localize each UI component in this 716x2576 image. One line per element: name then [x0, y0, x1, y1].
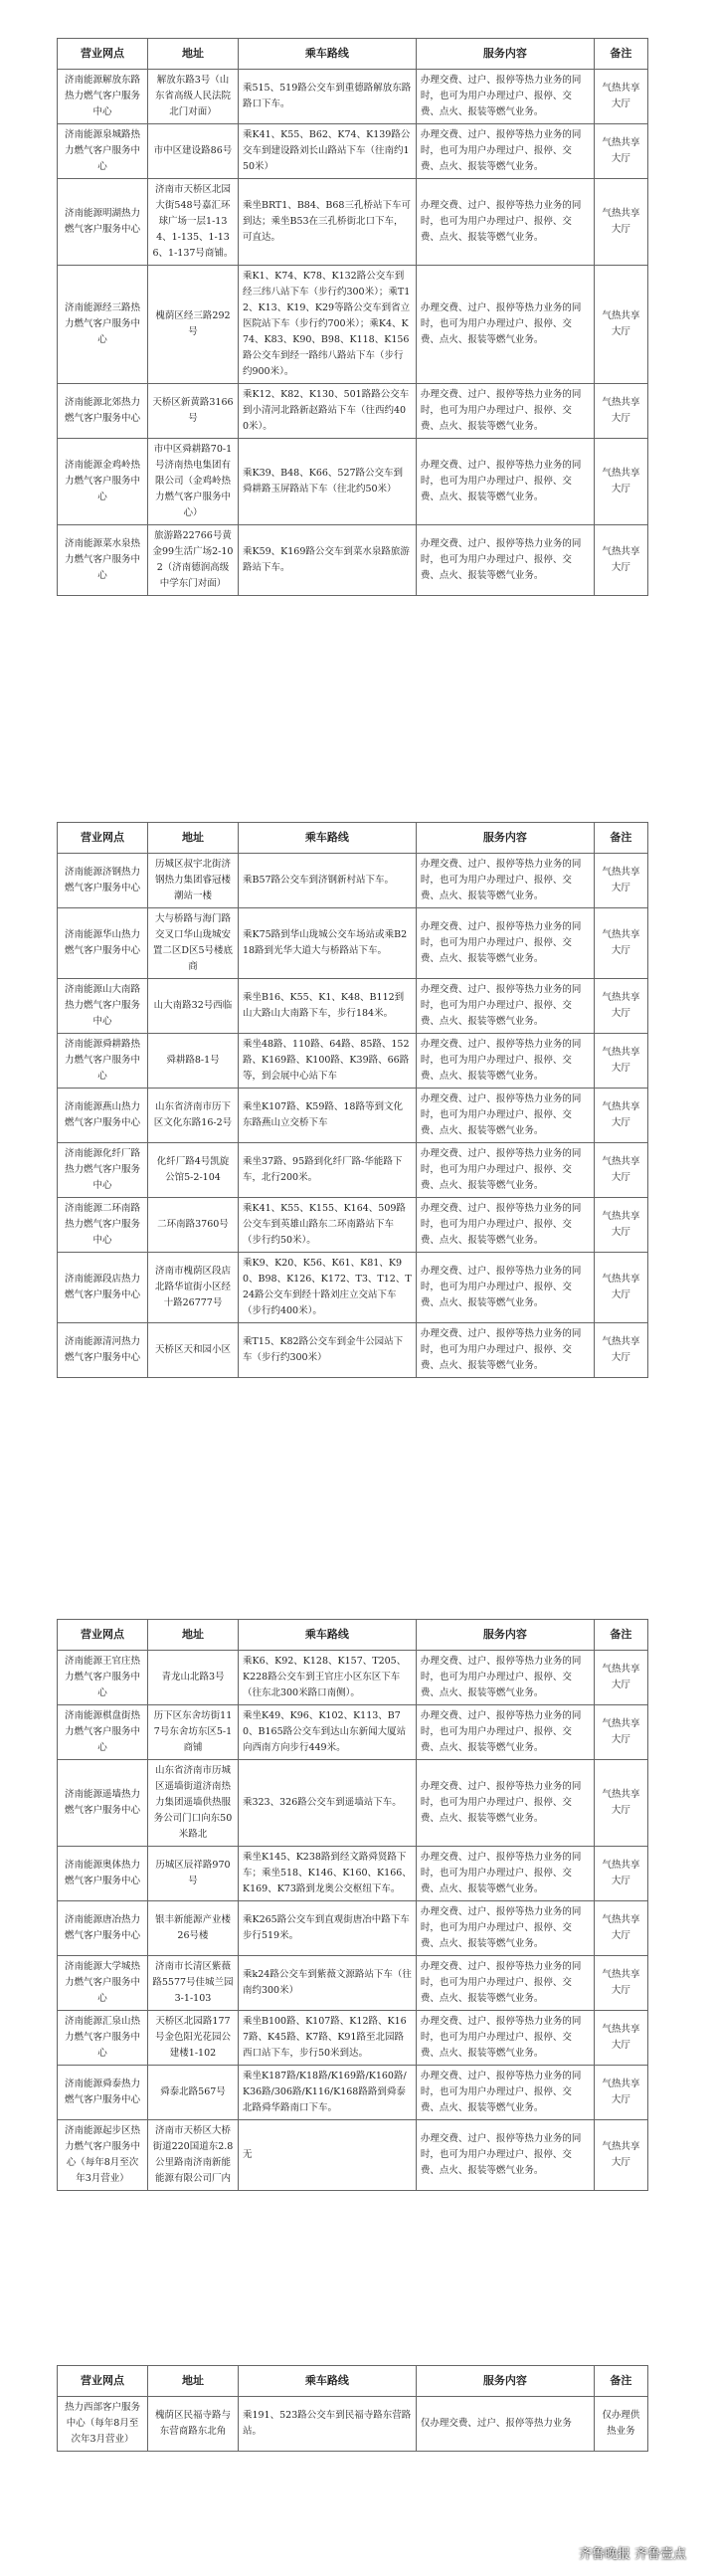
route-cell: 乘K59、K169路公交车到菜水泉路旅游路站下车。 — [238, 525, 416, 596]
table-row — [58, 2120, 648, 2191]
address-cell: 银丰新能源产业楼26号楼 — [147, 1901, 238, 1956]
column-header: 地址 — [147, 823, 238, 854]
route-cell: 乘K39、B48、K66、527路公交车到舜耕路玉屏路站下车（往北约50米） — [238, 439, 416, 525]
address-cell: 天桥区天和园小区 — [147, 1323, 238, 1378]
service-cell: 办理交费、过户、报停等热力业务的同时，也可为用户办理过户、报停、交费、点火、报装等燃气业务。 — [416, 1143, 594, 1198]
address-cell: 青龙山北路3号 — [147, 1651, 238, 1705]
address-cell: 解放东路3号（山东省高级人民法院北门对面） — [147, 70, 238, 124]
remark-cell: 气热共享大厅 — [594, 2011, 647, 2066]
table-row — [58, 1847, 648, 1901]
table-row — [58, 384, 648, 439]
address-cell: 化纤厂路4号凯旋公馆5-2-104 — [147, 1143, 238, 1198]
address-cell: 济南市天桥区大桥街道220国道东2.8公里路南济南新能能源有限公司厂内 — [147, 2120, 238, 2191]
remark-cell: 气热共享大厅 — [594, 266, 647, 384]
service-cell: 办理交费、过户、报停等热力业务的同时，也可为用户办理过户、报停、交费、点火、报装等燃气业务。 — [416, 1034, 594, 1089]
remark-cell: 气热共享大厅 — [594, 1034, 647, 1089]
route-cell: 乘坐B16、K55、K1、K48、B112到山大路山大南路下车，步行184米。 — [238, 979, 416, 1034]
remark-cell: 气热共享大厅 — [594, 1323, 647, 1378]
table-row — [58, 1034, 648, 1089]
remark-cell: 气热共享大厅 — [594, 1705, 647, 1760]
column-header: 服务内容 — [416, 2366, 594, 2397]
address-cell: 山大南路32号西临 — [147, 979, 238, 1034]
service-cell: 办理交费、过户、报停等热力业务的同时，也可为用户办理过户、报停、交费、点火、报装等燃气业务。 — [416, 1089, 594, 1143]
table-row — [58, 1705, 648, 1760]
service-cell: 办理交费、过户、报停等热力业务的同时，也可为用户办理过户、报停、交费、点火、报装等燃气业务。 — [416, 124, 594, 179]
table-row — [58, 1253, 648, 1323]
service-cell: 办理交费、过户、报停等热力业务的同时，也可为用户办理过户、报停、交费、点火、报装等燃气业务。 — [416, 1901, 594, 1956]
column-header: 乘车路线 — [238, 823, 416, 854]
service-cell: 办理交费、过户、报停等热力业务的同时，也可为用户办理过户、报停、交费、点火、报装等燃气业务。 — [416, 854, 594, 908]
table-row — [58, 1323, 648, 1378]
table-row — [58, 1760, 648, 1847]
route-cell: 乘T15、K82路公交车到金牛公园站下车（步行约300米） — [238, 1323, 416, 1378]
service-cell: 办理交费、过户、报停等热力业务的同时，也可为用户办理过户、报停、交费、点火、报装等燃气业务。 — [416, 1760, 594, 1847]
address-cell: 天桥区北园路177号金色阳光花园公建楼1-102 — [147, 2011, 238, 2066]
route-cell: 乘坐B100路、K107路、K12路、K167路、K45路、K7路、K91路至北园路西口站下车，步行50米到达。 — [238, 2011, 416, 2066]
service-cell: 办理交费、过户、报停等热力业务的同时，也可为用户办理过户、报停、交费、点火、报装等燃气业务。 — [416, 1847, 594, 1901]
column-header: 服务内容 — [416, 823, 594, 854]
address-cell: 舜泰北路567号 — [147, 2066, 238, 2120]
address-cell: 天桥区新黄路3166号 — [147, 384, 238, 439]
outlet-name-cell: 济南能源大学城热力燃气客户服务中心 — [58, 1956, 148, 2011]
remark-cell: 气热共享大厅 — [594, 1760, 647, 1847]
address-cell: 历城区叔宇北街济钢热力集团睿冠楼潮站一楼 — [147, 854, 238, 908]
table-row — [58, 1198, 648, 1253]
route-cell: 乘K41、K55、B62、K74、K139路公交车到建设路刘长山路站下车（往南约150米） — [238, 124, 416, 179]
address-cell: 山东省济南市历城区遥墙街道济南热力集团遥墙供热服务公司门口向东50米路北 — [147, 1760, 238, 1847]
outlet-name-cell: 济南能源金鸡岭热力燃气客户服务中心 — [58, 439, 148, 525]
service-cell: 办理交费、过户、报停等热力业务的同时，也可为用户办理过户、报停、交费、点火、报装等燃气业务。 — [416, 2120, 594, 2191]
outlet-name-cell: 济南能源燕山热力燃气客户服务中心 — [58, 1089, 148, 1143]
service-cell: 办理交费、过户、报停等热力业务的同时，也可为用户办理过户、报停、交费、点火、报装等燃气业务。 — [416, 439, 594, 525]
outlet-name-cell: 济南能源王官庄热力燃气客户服务中心 — [58, 1651, 148, 1705]
column-header: 地址 — [147, 1620, 238, 1651]
column-header: 备注 — [594, 39, 647, 70]
outlet-name-cell: 济南能源奥体热力燃气客户服务中心 — [58, 1847, 148, 1901]
route-cell: 乘坐K49、K96、K102、K113、B70、B165路公交车到达山东新闻大厦站向西南方向步行449米。 — [238, 1705, 416, 1760]
route-cell: 乘K6、K92、K128、K157、T205、K228路公交车到王官庄小区东区下车（往东北300米路口南侧）。 — [238, 1651, 416, 1705]
column-header: 地址 — [147, 39, 238, 70]
service-cell: 办理交费、过户、报停等热力业务的同时，也可为用户办理过户、报停、交费、点火、报装等燃气业务。 — [416, 525, 594, 596]
address-cell: 历下区东舍坊街117号东舍坊东区5-1商铺 — [147, 1705, 238, 1760]
outlet-name-cell: 济南能源华山热力燃气客户服务中心 — [58, 908, 148, 979]
remark-cell: 气热共享大厅 — [594, 1198, 647, 1253]
column-header: 乘车路线 — [238, 39, 416, 70]
route-cell: 乘K1、K74、K78、K132路公交车到经三纬八站下车（步行约300米）；乘T12、K13、K19、K29等路公交车到省立医院站下车（步行约700米）；乘K4、K74、K83、K90、B98、K118、K156路公交车到经一路纬八路站下车（步行约900米）。 — [238, 266, 416, 384]
column-header: 备注 — [594, 1620, 647, 1651]
service-table-2 — [57, 822, 648, 1378]
route-cell: 乘坐48路、110路、64路、85路、152路、K169路、K100路、K39路、66路等，到会展中心站下车 — [238, 1034, 416, 1089]
remark-cell: 气热共享大厅 — [594, 1651, 647, 1705]
address-cell: 济南市槐荫区段店北路华谊街小区经十路26777号 — [147, 1253, 238, 1323]
remark-cell: 气热共享大厅 — [594, 1143, 647, 1198]
table-row — [58, 1956, 648, 2011]
service-table-1 — [57, 38, 648, 596]
column-header: 营业网点 — [58, 39, 148, 70]
service-cell: 仅办理交费、过户、报停等热力业务 — [416, 2397, 594, 2452]
address-cell: 历城区辰祥路970号 — [147, 1847, 238, 1901]
column-header: 备注 — [594, 2366, 647, 2397]
address-cell: 济南市长清区紫薇路5577号佳城兰园3-1-103 — [147, 1956, 238, 2011]
route-cell: 乘坐37路、95路到化纤厂路-华能路下车，北行200米。 — [238, 1143, 416, 1198]
remark-cell: 仅办理供热业务 — [594, 2397, 647, 2452]
outlet-name-cell: 济南能源菜水泉热力燃气客户服务中心 — [58, 525, 148, 596]
service-table-3 — [57, 1619, 648, 2191]
service-cell: 办理交费、过户、报停等热力业务的同时，也可为用户办理过户、报停、交费、点火、报装等燃气业务。 — [416, 979, 594, 1034]
route-cell: 乘K265路公交车到直观街唐冶中路下车步行519米。 — [238, 1901, 416, 1956]
address-cell: 旅游路22766号黄金99生活广场2-102（济南德润高级中学东门对面） — [147, 525, 238, 596]
route-cell: 乘坐K145、K238路到经文路舜贤路下车；乘坐518、K146、K160、K166、K169、K73路到龙奥公交枢纽下车。 — [238, 1847, 416, 1901]
column-header: 地址 — [147, 2366, 238, 2397]
route-cell: 乘191、523路公交车到民福寺路东营路站。 — [238, 2397, 416, 2452]
table-row — [58, 1089, 648, 1143]
remark-cell: 气热共享大厅 — [594, 525, 647, 596]
table-row — [58, 854, 648, 908]
column-header: 乘车路线 — [238, 1620, 416, 1651]
outlet-name-cell: 济南能源遥墙热力燃气客户服务中心 — [58, 1760, 148, 1847]
table-header-row — [58, 823, 648, 854]
service-cell: 办理交费、过户、报停等热力业务的同时，也可为用户办理过户、报停、交费、点火、报装等燃气业务。 — [416, 1956, 594, 2011]
address-cell: 市中区舜耕路70-1号济南热电集团有限公司（金鸡岭热力燃气客户服务中心） — [147, 439, 238, 525]
remark-cell: 气热共享大厅 — [594, 1847, 647, 1901]
route-cell: 乘坐K187路/K18路/K169路/K160路/K36路/306路/K116/K168路路到舜泰北路舜华路南口下车。 — [238, 2066, 416, 2120]
address-cell: 山东省济南市历下区文化东路16-2号 — [147, 1089, 238, 1143]
remark-cell: 气热共享大厅 — [594, 1253, 647, 1323]
route-cell: 乘323、326路公交车到遥墙站下车。 — [238, 1760, 416, 1847]
table-row — [58, 439, 648, 525]
service-cell: 办理交费、过户、报停等热力业务的同时，也可为用户办理过户、报停、交费、点火、报装等燃气业务。 — [416, 179, 594, 266]
table-row — [58, 1143, 648, 1198]
table-row — [58, 179, 648, 266]
outlet-name-cell: 济南能源起步区热力燃气客户服务中心（每年8月至次年3月营业） — [58, 2120, 148, 2191]
route-cell: 乘K75路到华山珑城公交车场站或乘B218路到光华大道大与桥路站下车。 — [238, 908, 416, 979]
address-cell: 大与桥路与海门路交叉口华山珑城安置二区D区5号楼底商 — [147, 908, 238, 979]
table-header-row — [58, 1620, 648, 1651]
service-cell: 办理交费、过户、报停等热力业务的同时，也可为用户办理过户、报停、交费、点火、报装等燃气业务。 — [416, 908, 594, 979]
table-row — [58, 1901, 648, 1956]
service-cell: 办理交费、过户、报停等热力业务的同时，也可为用户办理过户、报停、交费、点火、报装等燃气业务。 — [416, 384, 594, 439]
watermark-text: 齐鲁晚报 齐鲁壹点 — [578, 2547, 686, 2562]
service-cell: 办理交费、过户、报停等热力业务的同时，也可为用户办理过户、报停、交费、点火、报装等燃气业务。 — [416, 1705, 594, 1760]
table-row — [58, 979, 648, 1034]
outlet-name-cell: 济南能源段店热力燃气客户服务中心 — [58, 1253, 148, 1323]
address-cell: 市中区建设路86号 — [147, 124, 238, 179]
remark-cell: 气热共享大厅 — [594, 2066, 647, 2120]
outlet-name-cell: 济南能源济钢热力燃气客户服务中心 — [58, 854, 148, 908]
service-cell: 办理交费、过户、报停等热力业务的同时，也可为用户办理过户、报停、交费、点火、报装等燃气业务。 — [416, 1323, 594, 1378]
remark-cell: 气热共享大厅 — [594, 124, 647, 179]
route-cell: 乘515、519路公交车到重德路解放东路路口下车。 — [238, 70, 416, 124]
column-header: 营业网点 — [58, 2366, 148, 2397]
service-cell: 办理交费、过户、报停等热力业务的同时，也可为用户办理过户、报停、交费、点火、报装等燃气业务。 — [416, 70, 594, 124]
column-header: 营业网点 — [58, 823, 148, 854]
route-cell: 乘K41、K55、K155、K164、509路公交车到英雄山路东二环南路站下车（步行约50米）。 — [238, 1198, 416, 1253]
table-row — [58, 2011, 648, 2066]
table-header-row — [58, 2366, 648, 2397]
table-row — [58, 266, 648, 384]
column-header: 服务内容 — [416, 1620, 594, 1651]
outlet-name-cell: 济南能源经三路热力燃气客户服务中心 — [58, 266, 148, 384]
address-cell: 二环南路3760号 — [147, 1198, 238, 1253]
remark-cell: 气热共享大厅 — [594, 384, 647, 439]
outlet-name-cell: 济南能源明湖热力燃气客户服务中心 — [58, 179, 148, 266]
outlet-name-cell: 济南能源山大南路热力燃气客户服务中心 — [58, 979, 148, 1034]
outlet-name-cell: 济南能源汇泉山热力燃气客户服务中心 — [58, 2011, 148, 2066]
service-cell: 办理交费、过户、报停等热力业务的同时，也可为用户办理过户、报停、交费、点火、报装等燃气业务。 — [416, 266, 594, 384]
service-cell: 办理交费、过户、报停等热力业务的同时，也可为用户办理过户、报停、交费、点火、报装等燃气业务。 — [416, 2011, 594, 2066]
outlet-name-cell: 济南能源解放东路热力燃气客户服务中心 — [58, 70, 148, 124]
remark-cell: 气热共享大厅 — [594, 2120, 647, 2191]
route-cell: 乘坐K107路、K59路、18路等到文化东路燕山立交桥下车 — [238, 1089, 416, 1143]
route-cell: 乘B57路公交车到济钢新村站下车。 — [238, 854, 416, 908]
outlet-name-cell: 热力西部客户服务中心（每年8月至次年3月营业） — [58, 2397, 148, 2452]
remark-cell: 气热共享大厅 — [594, 908, 647, 979]
remark-cell: 气热共享大厅 — [594, 854, 647, 908]
table-row — [58, 1651, 648, 1705]
table-row — [58, 908, 648, 979]
route-cell: 无 — [238, 2120, 416, 2191]
table-row — [58, 525, 648, 596]
address-cell: 槐荫区经三路292号 — [147, 266, 238, 384]
remark-cell: 气热共享大厅 — [594, 1956, 647, 2011]
outlet-name-cell: 济南能源唐冶热力燃气客户服务中心 — [58, 1901, 148, 1956]
remark-cell: 气热共享大厅 — [594, 70, 647, 124]
route-cell: 乘k24路公交车到紫薇文源路站下车（往南约300米） — [238, 1956, 416, 2011]
table-row — [58, 70, 648, 124]
service-table-4 — [57, 2365, 648, 2452]
remark-cell: 气热共享大厅 — [594, 1901, 647, 1956]
table-header-row — [58, 39, 648, 70]
route-cell: 乘坐BRT1、B84、B68三孔桥站下车可到达；乘坐B53在三孔桥街北口下车，可直达。 — [238, 179, 416, 266]
address-cell: 舜耕路8-1号 — [147, 1034, 238, 1089]
service-cell: 办理交费、过户、报停等热力业务的同时，也可为用户办理过户、报停、交费、点火、报装等燃气业务。 — [416, 2066, 594, 2120]
outlet-name-cell: 济南能源舜耕路热力燃气客户服务中心 — [58, 1034, 148, 1089]
table-row — [58, 2397, 648, 2452]
column-header: 乘车路线 — [238, 2366, 416, 2397]
outlet-name-cell: 济南能源清河热力燃气客户服务中心 — [58, 1323, 148, 1378]
address-cell: 槐荫区民福寺路与东营商路东北角 — [147, 2397, 238, 2452]
remark-cell: 气热共享大厅 — [594, 179, 647, 266]
service-cell: 办理交费、过户、报停等热力业务的同时，也可为用户办理过户、报停、交费、点火、报装等燃气业务。 — [416, 1253, 594, 1323]
outlet-name-cell: 济南能源北郊热力燃气客户服务中心 — [58, 384, 148, 439]
address-cell: 济南市天桥区北园大街548号嘉汇环球广场一层1-134、1-135、1-136、1-137号商铺。 — [147, 179, 238, 266]
column-header: 服务内容 — [416, 39, 594, 70]
remark-cell: 气热共享大厅 — [594, 439, 647, 525]
route-cell: 乘K9、K20、K56、K61、K81、K90、B98、K126、K172、T3、T12、T24路公交车到经十路刘庄立交站下车（步行约400米）。 — [238, 1253, 416, 1323]
table-row — [58, 2066, 648, 2120]
column-header: 备注 — [594, 823, 647, 854]
outlet-name-cell: 济南能源舜泰热力燃气客户服务中心 — [58, 2066, 148, 2120]
service-cell: 办理交费、过户、报停等热力业务的同时，也可为用户办理过户、报停、交费、点火、报装等燃气业务。 — [416, 1198, 594, 1253]
route-cell: 乘K12、K82、K130、501路路公交车到小清河北路新赵路站下车（往西约400米）。 — [238, 384, 416, 439]
remark-cell: 气热共享大厅 — [594, 979, 647, 1034]
outlet-name-cell: 济南能源二环南路热力燃气客户服务中心 — [58, 1198, 148, 1253]
service-cell: 办理交费、过户、报停等热力业务的同时，也可为用户办理过户、报停、交费、点火、报装等燃气业务。 — [416, 1651, 594, 1705]
outlet-name-cell: 济南能源化纤厂路热力燃气客户服务中心 — [58, 1143, 148, 1198]
column-header: 营业网点 — [58, 1620, 148, 1651]
table-row — [58, 124, 648, 179]
outlet-name-cell: 济南能源泉城路热力燃气客户服务中心 — [58, 124, 148, 179]
remark-cell: 气热共享大厅 — [594, 1089, 647, 1143]
outlet-name-cell: 济南能源棋盘街热力燃气客户服务中心 — [58, 1705, 148, 1760]
